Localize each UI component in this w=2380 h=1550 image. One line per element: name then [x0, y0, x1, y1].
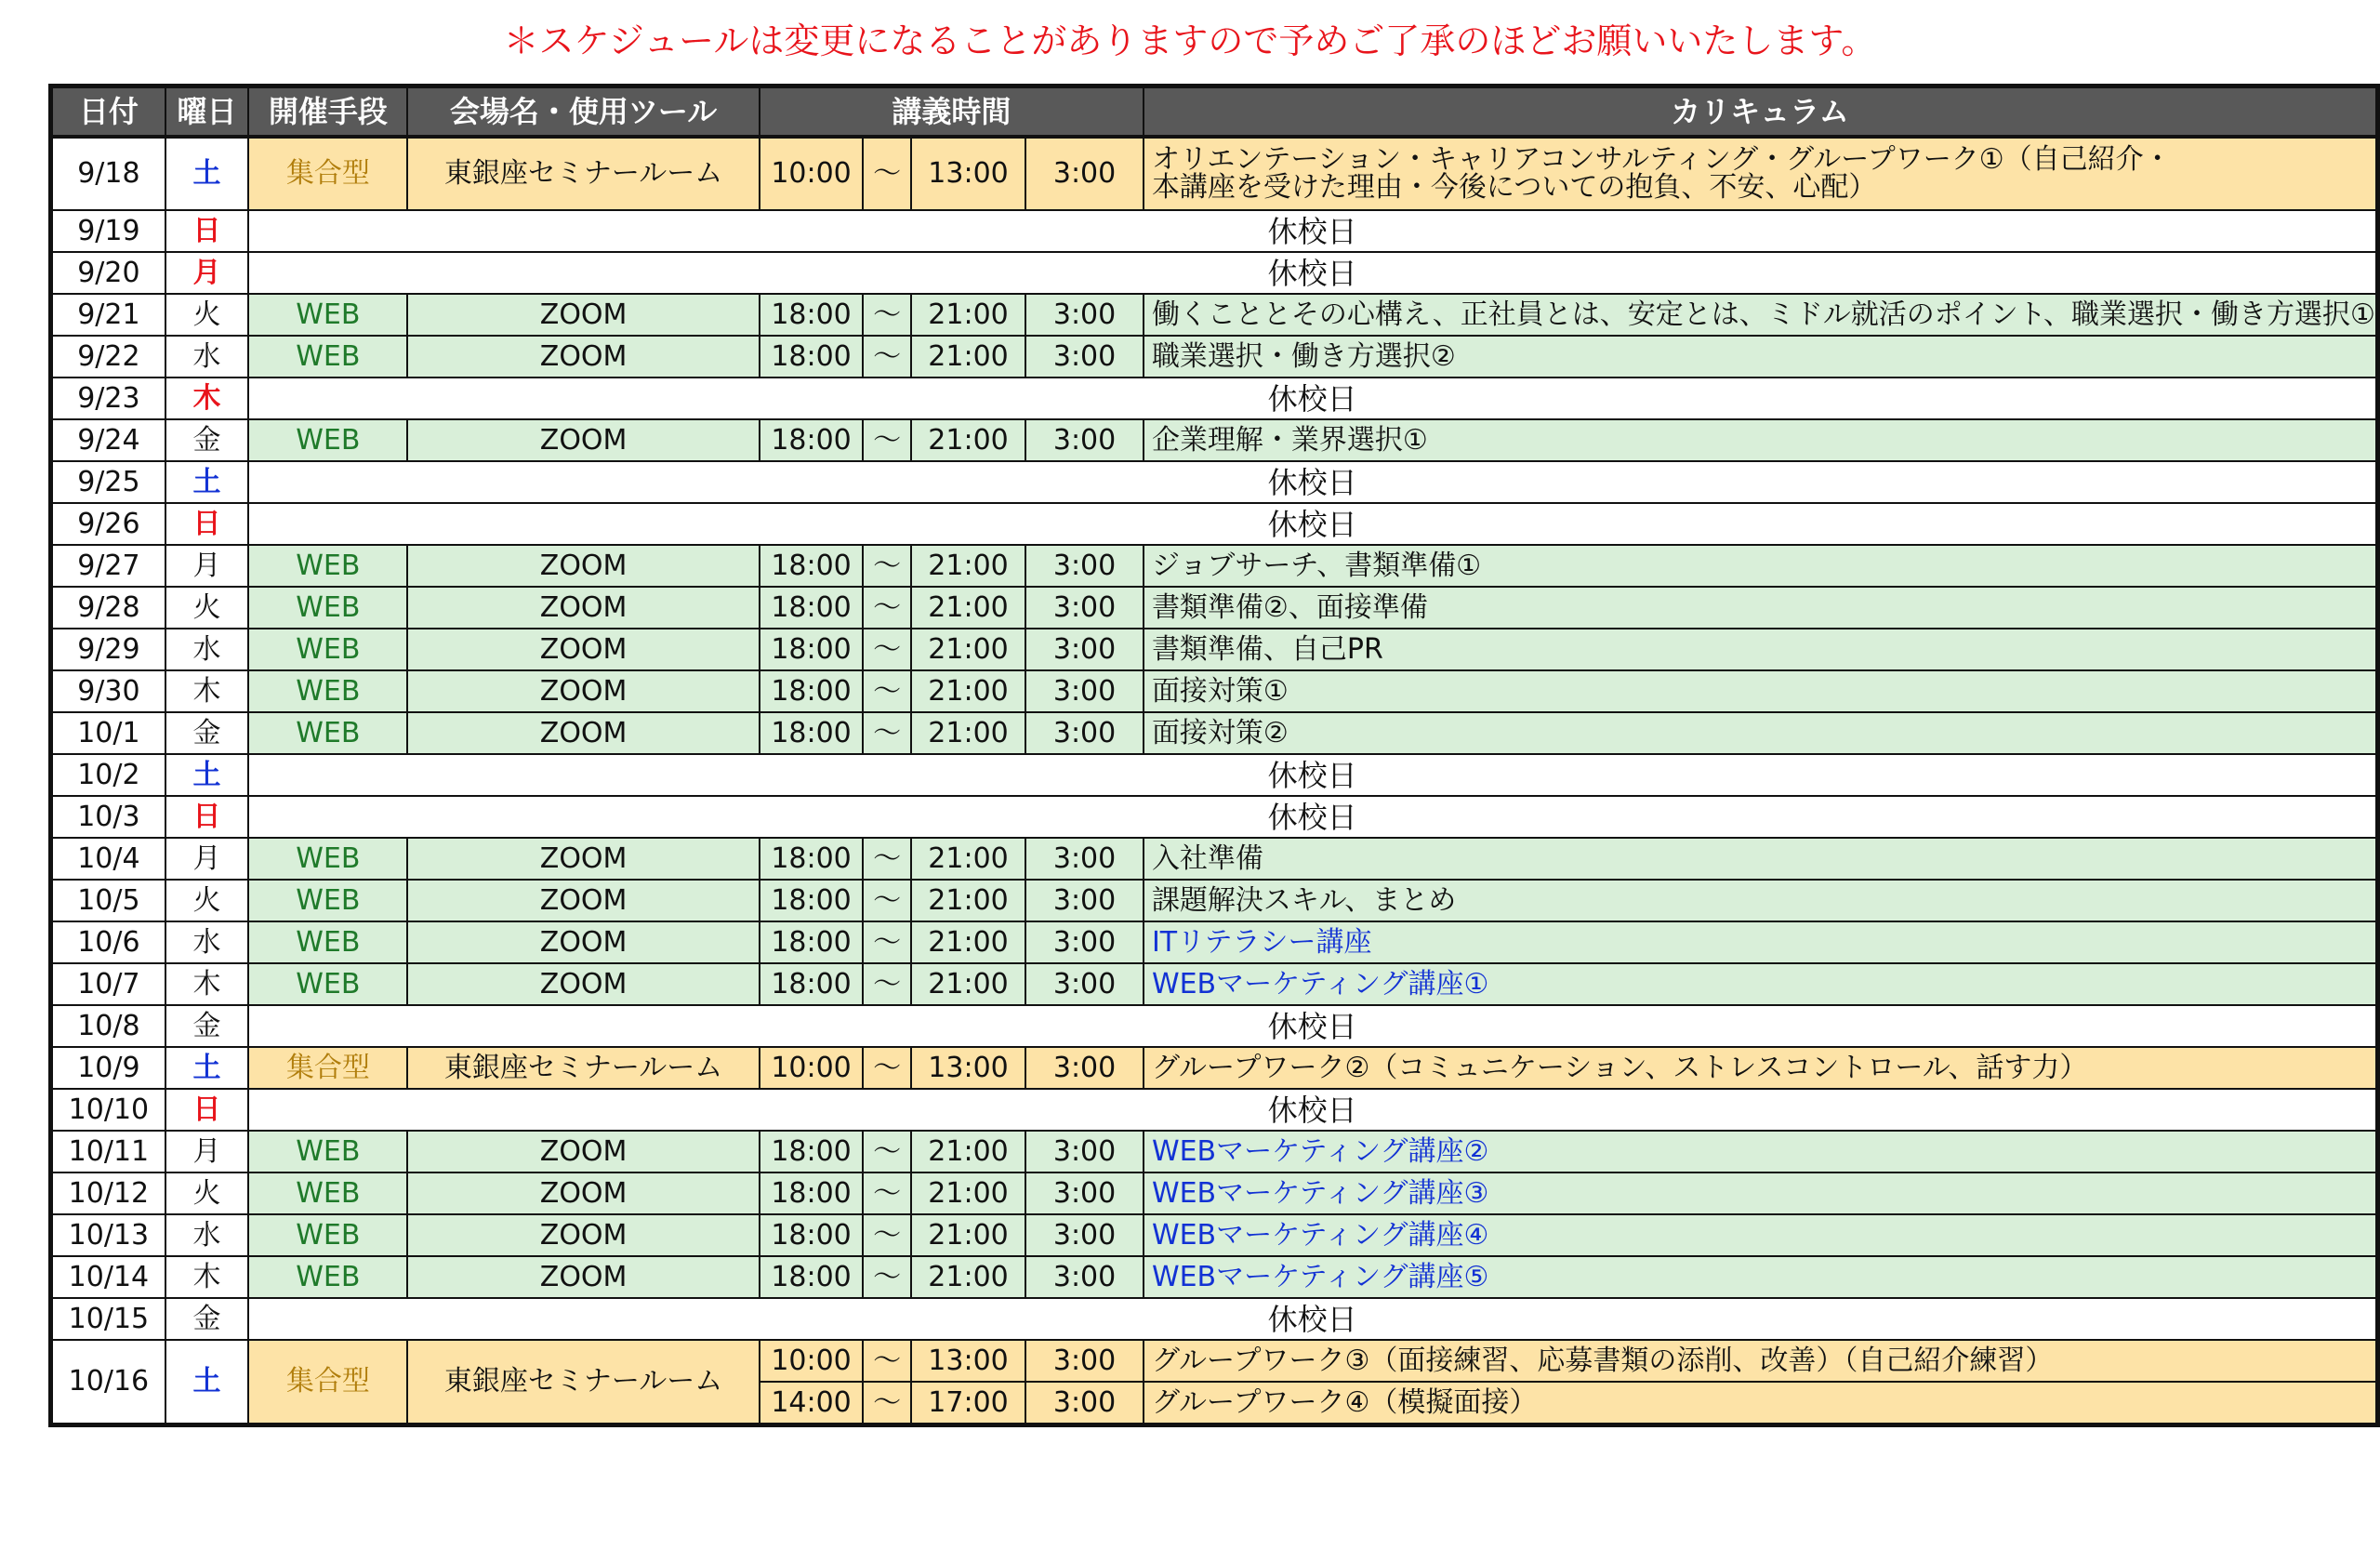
rest-day-label: 休校日 [248, 1298, 2377, 1340]
start-time-cell: 18:00 [760, 629, 864, 670]
start-time-cell: 18:00 [760, 545, 864, 587]
method-cell: WEB [248, 1131, 407, 1172]
date-cell: 9/29 [51, 629, 165, 670]
duration-cell: 3:00 [1025, 963, 1144, 1005]
end-time-cell: 21:00 [911, 1131, 1025, 1172]
curriculum-cell: グループワーク②（コミュニケーション、ストレスコントロール、話す力） [1144, 1047, 2378, 1089]
rest-day-label: 休校日 [248, 1005, 2377, 1047]
weekday-cell: 日 [165, 1089, 249, 1131]
method-cell: 集合型 [248, 1047, 407, 1089]
date-cell: 9/18 [51, 137, 165, 210]
date-cell: 10/12 [51, 1172, 165, 1214]
end-time-cell: 21:00 [911, 670, 1025, 712]
duration-cell: 3:00 [1025, 294, 1144, 336]
curriculum-cell: 働くこととその心構え、正社員とは、安定とは、ミドル就活のポイント、職業選択・働き方選択① [1144, 294, 2378, 336]
end-time-cell: 21:00 [911, 1256, 1025, 1298]
tilde-cell: ～ [863, 1172, 911, 1214]
start-time-cell: 14:00 [760, 1382, 864, 1425]
table-row [51, 336, 2378, 378]
end-time-cell: 13:00 [911, 1047, 1025, 1089]
date-cell: 9/27 [51, 545, 165, 587]
weekday-cell: 金 [165, 712, 249, 754]
curriculum-cell: グループワーク④（模擬面接） [1144, 1382, 2378, 1425]
weekday-cell: 木 [165, 670, 249, 712]
start-time-cell: 10:00 [760, 1340, 864, 1382]
method-cell: WEB [248, 670, 407, 712]
end-time-cell: 17:00 [911, 1382, 1025, 1425]
method-cell: 集合型 [248, 137, 407, 210]
curriculum-cell: WEBマーケティング講座④ [1144, 1214, 2378, 1256]
duration-cell: 3:00 [1025, 1382, 1144, 1425]
date-cell: 9/21 [51, 294, 165, 336]
weekday-cell: 月 [165, 838, 249, 880]
start-time-cell: 10:00 [760, 137, 864, 210]
end-time-cell: 21:00 [911, 336, 1025, 378]
curriculum-cell: 課題解決スキル、まとめ [1144, 880, 2378, 921]
start-time-cell: 18:00 [760, 921, 864, 963]
venue-cell: ZOOM [407, 838, 759, 880]
venue-cell: ZOOM [407, 963, 759, 1005]
curriculum-cell: 入社準備 [1144, 838, 2378, 880]
date-cell: 9/26 [51, 503, 165, 545]
header-method: 開催手段 [248, 86, 407, 138]
schedule-body [51, 137, 2378, 1425]
method-cell: WEB [248, 629, 407, 670]
duration-cell: 3:00 [1025, 1172, 1144, 1214]
curriculum-cell: 企業理解・業界選択① [1144, 419, 2378, 461]
table-row [51, 963, 2378, 1005]
curriculum-cell: 書類準備②、面接準備 [1144, 587, 2378, 629]
date-cell: 9/28 [51, 587, 165, 629]
duration-cell: 3:00 [1025, 880, 1144, 921]
end-time-cell: 13:00 [911, 1340, 1025, 1382]
tilde-cell: ～ [863, 1256, 911, 1298]
weekday-cell: 水 [165, 336, 249, 378]
date-cell: 9/24 [51, 419, 165, 461]
weekday-cell: 日 [165, 210, 249, 252]
venue-cell: ZOOM [407, 629, 759, 670]
tilde-cell: ～ [863, 545, 911, 587]
table-row [51, 796, 2378, 838]
table-row [51, 880, 2378, 921]
venue-cell: 東銀座セミナールーム [407, 1047, 759, 1089]
header-date: 日付 [51, 86, 165, 138]
weekday-cell: 土 [165, 1340, 249, 1425]
table-row [51, 137, 2378, 210]
tilde-cell: ～ [863, 1047, 911, 1089]
duration-cell: 3:00 [1025, 712, 1144, 754]
table-row [51, 545, 2378, 587]
date-cell: 9/22 [51, 336, 165, 378]
start-time-cell: 18:00 [760, 838, 864, 880]
duration-cell: 3:00 [1025, 1340, 1144, 1382]
venue-cell: 東銀座セミナールーム [407, 1340, 759, 1425]
method-cell: WEB [248, 838, 407, 880]
date-cell: 10/9 [51, 1047, 165, 1089]
table-row [51, 670, 2378, 712]
date-cell: 10/15 [51, 1298, 165, 1340]
table-row [51, 252, 2378, 294]
weekday-cell: 金 [165, 1298, 249, 1340]
curriculum-cell: WEBマーケティング講座③ [1144, 1172, 2378, 1214]
tilde-cell: ～ [863, 921, 911, 963]
weekday-cell: 土 [165, 754, 249, 796]
weekday-cell: 日 [165, 796, 249, 838]
start-time-cell: 18:00 [760, 294, 864, 336]
method-cell: WEB [248, 587, 407, 629]
table-row [51, 712, 2378, 754]
header-weekday: 曜日 [165, 86, 249, 138]
start-time-cell: 18:00 [760, 670, 864, 712]
weekday-cell: 火 [165, 880, 249, 921]
header-curriculum: カリキュラム [1144, 86, 2378, 138]
duration-cell: 3:00 [1025, 336, 1144, 378]
weekday-cell: 木 [165, 963, 249, 1005]
start-time-cell: 18:00 [760, 1214, 864, 1256]
tilde-cell: ～ [863, 1131, 911, 1172]
tilde-cell: ～ [863, 1214, 911, 1256]
venue-cell: ZOOM [407, 1256, 759, 1298]
tilde-cell: ～ [863, 963, 911, 1005]
weekday-cell: 火 [165, 294, 249, 336]
weekday-cell: 金 [165, 419, 249, 461]
weekday-cell: 月 [165, 1131, 249, 1172]
duration-cell: 3:00 [1025, 921, 1144, 963]
venue-cell: 東銀座セミナールーム [407, 137, 759, 210]
start-time-cell: 18:00 [760, 1131, 864, 1172]
venue-cell: ZOOM [407, 880, 759, 921]
end-time-cell: 21:00 [911, 712, 1025, 754]
venue-cell: ZOOM [407, 419, 759, 461]
weekday-cell: 火 [165, 1172, 249, 1214]
date-cell: 10/5 [51, 880, 165, 921]
curriculum-cell: WEBマーケティング講座② [1144, 1131, 2378, 1172]
method-cell: WEB [248, 419, 407, 461]
tilde-cell: ～ [863, 336, 911, 378]
date-cell: 10/16 [51, 1340, 165, 1425]
start-time-cell: 18:00 [760, 963, 864, 1005]
table-row [51, 1005, 2378, 1047]
curriculum-cell: 面接対策① [1144, 670, 2378, 712]
end-time-cell: 21:00 [911, 419, 1025, 461]
venue-cell: ZOOM [407, 1131, 759, 1172]
method-cell: WEB [248, 880, 407, 921]
date-cell: 9/20 [51, 252, 165, 294]
header-row [51, 86, 2378, 138]
rest-day-label: 休校日 [248, 1089, 2377, 1131]
curriculum-cell: 職業選択・働き方選択② [1144, 336, 2378, 378]
venue-cell: ZOOM [407, 1214, 759, 1256]
end-time-cell: 21:00 [911, 838, 1025, 880]
curriculum-cell: WEBマーケティング講座⑤ [1144, 1256, 2378, 1298]
curriculum-cell: 書類準備、自己PR [1144, 629, 2378, 670]
table-row [51, 378, 2378, 419]
end-time-cell: 21:00 [911, 1172, 1025, 1214]
venue-cell: ZOOM [407, 1172, 759, 1214]
table-row [51, 461, 2378, 503]
tilde-cell: ～ [863, 670, 911, 712]
weekday-cell: 水 [165, 1214, 249, 1256]
curriculum-cell: オリエンテーション・キャリアコンサルティング・グループワーク①（自己紹介・ 本講座を受けた理由・今後についての抱負、不安、心配） [1144, 137, 2378, 210]
venue-cell: ZOOM [407, 670, 759, 712]
tilde-cell: ～ [863, 1382, 911, 1425]
method-cell: WEB [248, 1172, 407, 1214]
duration-cell: 3:00 [1025, 1214, 1144, 1256]
start-time-cell: 18:00 [760, 712, 864, 754]
tilde-cell: ～ [863, 294, 911, 336]
method-cell: WEB [248, 545, 407, 587]
venue-cell: ZOOM [407, 294, 759, 336]
method-cell: WEB [248, 1256, 407, 1298]
date-cell: 9/19 [51, 210, 165, 252]
weekday-cell: 水 [165, 921, 249, 963]
duration-cell: 3:00 [1025, 1047, 1144, 1089]
date-cell: 9/30 [51, 670, 165, 712]
tilde-cell: ～ [863, 419, 911, 461]
rest-day-label: 休校日 [248, 796, 2377, 838]
weekday-cell: 月 [165, 545, 249, 587]
date-cell: 10/8 [51, 1005, 165, 1047]
duration-cell: 3:00 [1025, 670, 1144, 712]
end-time-cell: 21:00 [911, 1214, 1025, 1256]
table-row [51, 838, 2378, 880]
curriculum-cell: 面接対策② [1144, 712, 2378, 754]
curriculum-cell: ジョブサーチ、書類準備① [1144, 545, 2378, 587]
table-row [51, 754, 2378, 796]
table-row [51, 1172, 2378, 1214]
rest-day-label: 休校日 [248, 754, 2377, 796]
duration-cell: 3:00 [1025, 838, 1144, 880]
weekday-cell: 月 [165, 252, 249, 294]
date-cell: 9/25 [51, 461, 165, 503]
tilde-cell: ～ [863, 629, 911, 670]
table-row [51, 1256, 2378, 1298]
duration-cell: 3:00 [1025, 629, 1144, 670]
rest-day-label: 休校日 [248, 210, 2377, 252]
end-time-cell: 21:00 [911, 880, 1025, 921]
weekday-cell: 土 [165, 137, 249, 210]
date-cell: 10/3 [51, 796, 165, 838]
end-time-cell: 21:00 [911, 545, 1025, 587]
date-cell: 10/6 [51, 921, 165, 963]
start-time-cell: 18:00 [760, 1172, 864, 1214]
table-row [51, 294, 2378, 336]
curriculum-cell: WEBマーケティング講座① [1144, 963, 2378, 1005]
curriculum-cell: グループワーク③（面接練習、応募書類の添削、改善）（自己紹介練習） [1144, 1340, 2378, 1382]
weekday-cell: 土 [165, 1047, 249, 1089]
weekday-cell: 火 [165, 587, 249, 629]
date-cell: 10/11 [51, 1131, 165, 1172]
table-row [51, 629, 2378, 670]
method-cell: 集合型 [248, 1340, 407, 1425]
header-venue: 会場名・使用ツール [407, 86, 759, 138]
schedule-table [48, 84, 2380, 1427]
duration-cell: 3:00 [1025, 587, 1144, 629]
table-row [51, 210, 2378, 252]
end-time-cell: 21:00 [911, 294, 1025, 336]
tilde-cell: ～ [863, 1340, 911, 1382]
weekday-cell: 金 [165, 1005, 249, 1047]
duration-cell: 3:00 [1025, 1256, 1144, 1298]
date-cell: 9/23 [51, 378, 165, 419]
venue-cell: ZOOM [407, 336, 759, 378]
table-row [51, 1047, 2378, 1089]
start-time-cell: 10:00 [760, 1047, 864, 1089]
table-row [51, 1214, 2378, 1256]
tilde-cell: ～ [863, 712, 911, 754]
weekday-cell: 木 [165, 378, 249, 419]
end-time-cell: 13:00 [911, 137, 1025, 210]
end-time-cell: 21:00 [911, 587, 1025, 629]
method-cell: WEB [248, 963, 407, 1005]
weekday-cell: 水 [165, 629, 249, 670]
weekday-cell: 木 [165, 1256, 249, 1298]
tilde-cell: ～ [863, 880, 911, 921]
end-time-cell: 21:00 [911, 963, 1025, 1005]
date-cell: 10/1 [51, 712, 165, 754]
tilde-cell: ～ [863, 137, 911, 210]
rest-day-label: 休校日 [248, 378, 2377, 419]
method-cell: WEB [248, 712, 407, 754]
duration-cell: 3:00 [1025, 545, 1144, 587]
start-time-cell: 18:00 [760, 587, 864, 629]
curriculum-cell: ITリテラシー講座 [1144, 921, 2378, 963]
end-time-cell: 21:00 [911, 921, 1025, 963]
schedule-notice: ＊スケジュールは変更になることがありますので予めご了承のほどお願いいたします。 [503, 20, 1877, 61]
table-row [51, 419, 2378, 461]
venue-cell: ZOOM [407, 712, 759, 754]
table-row [51, 1298, 2378, 1340]
table-row [51, 1089, 2378, 1131]
tilde-cell: ～ [863, 587, 911, 629]
weekday-cell: 土 [165, 461, 249, 503]
rest-day-label: 休校日 [248, 252, 2377, 294]
date-cell: 10/4 [51, 838, 165, 880]
date-cell: 10/2 [51, 754, 165, 796]
venue-cell: ZOOM [407, 545, 759, 587]
start-time-cell: 18:00 [760, 1256, 864, 1298]
duration-cell: 3:00 [1025, 1131, 1144, 1172]
start-time-cell: 18:00 [760, 336, 864, 378]
venue-cell: ZOOM [407, 587, 759, 629]
duration-cell: 3:00 [1025, 137, 1144, 210]
date-cell: 10/10 [51, 1089, 165, 1131]
rest-day-label: 休校日 [248, 503, 2377, 545]
start-time-cell: 18:00 [760, 419, 864, 461]
table-row [51, 503, 2378, 545]
duration-cell: 3:00 [1025, 419, 1144, 461]
table-row [51, 921, 2378, 963]
tilde-cell: ～ [863, 838, 911, 880]
method-cell: WEB [248, 921, 407, 963]
date-cell: 10/14 [51, 1256, 165, 1298]
header-time: 講義時間 [760, 86, 1144, 138]
venue-cell: ZOOM [407, 921, 759, 963]
method-cell: WEB [248, 294, 407, 336]
weekday-cell: 日 [165, 503, 249, 545]
rest-day-label: 休校日 [248, 461, 2377, 503]
end-time-cell: 21:00 [911, 629, 1025, 670]
method-cell: WEB [248, 336, 407, 378]
method-cell: WEB [248, 1214, 407, 1256]
table-row [51, 1131, 2378, 1172]
table-row [51, 587, 2378, 629]
start-time-cell: 18:00 [760, 880, 864, 921]
date-cell: 10/13 [51, 1214, 165, 1256]
date-cell: 10/7 [51, 963, 165, 1005]
table-row [51, 1340, 2378, 1382]
